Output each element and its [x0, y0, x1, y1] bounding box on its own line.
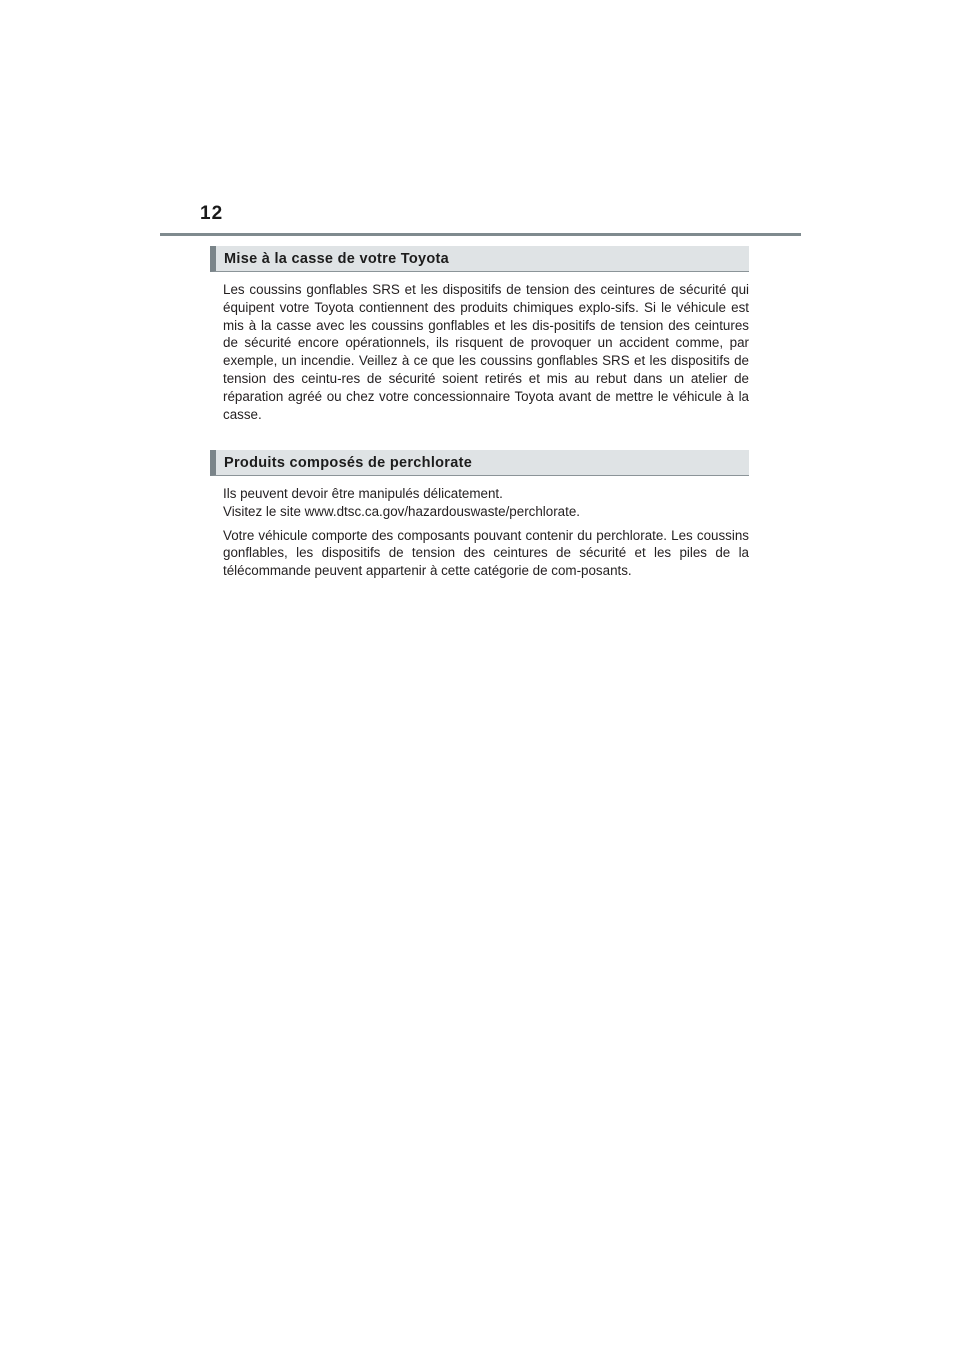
section-disposal — [210, 246, 749, 423]
paragraph-disposal: Les coussins gonflables SRS et les dispositifs de tension des ceintures de sécurité qui équipent votre Toyota contiennent des produits chimiques explo-sifs. Si le véhicule est mis à la casse avec les coussins gonflables et les dis-positifs de tension des ceintures de sécurité encore opérationnels, ils risquent de provoquer un accident comme, par exemple, un incendie. Veillez à ce que les coussins gonflables SRS et les dispositifs de tension des ceintu-res de sécurité soient retirés et mis au rebut dans un atelier de réparation agréé ou chez votre concessionnaire Toyota avant de mettre le véhicule à la casse. — [223, 282, 749, 422]
paragraph-handling-note: Ils peuvent devoir être manipulés délicatement. — [223, 486, 503, 501]
section-heading-bar — [210, 246, 749, 272]
section-title-disposal: Mise à la casse de votre Toyota — [224, 250, 450, 267]
paragraph-perchlorate-components: Votre véhicule comporte des composants pouvant contenir du perchlorate. Les coussins gonflables, les dispositifs de tension des ceintures de sécurité et les piles de la télécommande peuvent appartenir à cette catégorie de com-posants. — [223, 527, 749, 579]
section-heading-bar — [210, 450, 749, 476]
paragraph-website-link: Visitez le site www.dtsc.ca.gov/hazardouswaste/perchlorate. — [223, 503, 581, 519]
section-perchlorate — [210, 450, 749, 580]
page-number: 12 — [200, 203, 224, 224]
section-title-perchlorate: Produits composés de perchlorate — [224, 454, 473, 471]
header-rule — [160, 233, 801, 236]
